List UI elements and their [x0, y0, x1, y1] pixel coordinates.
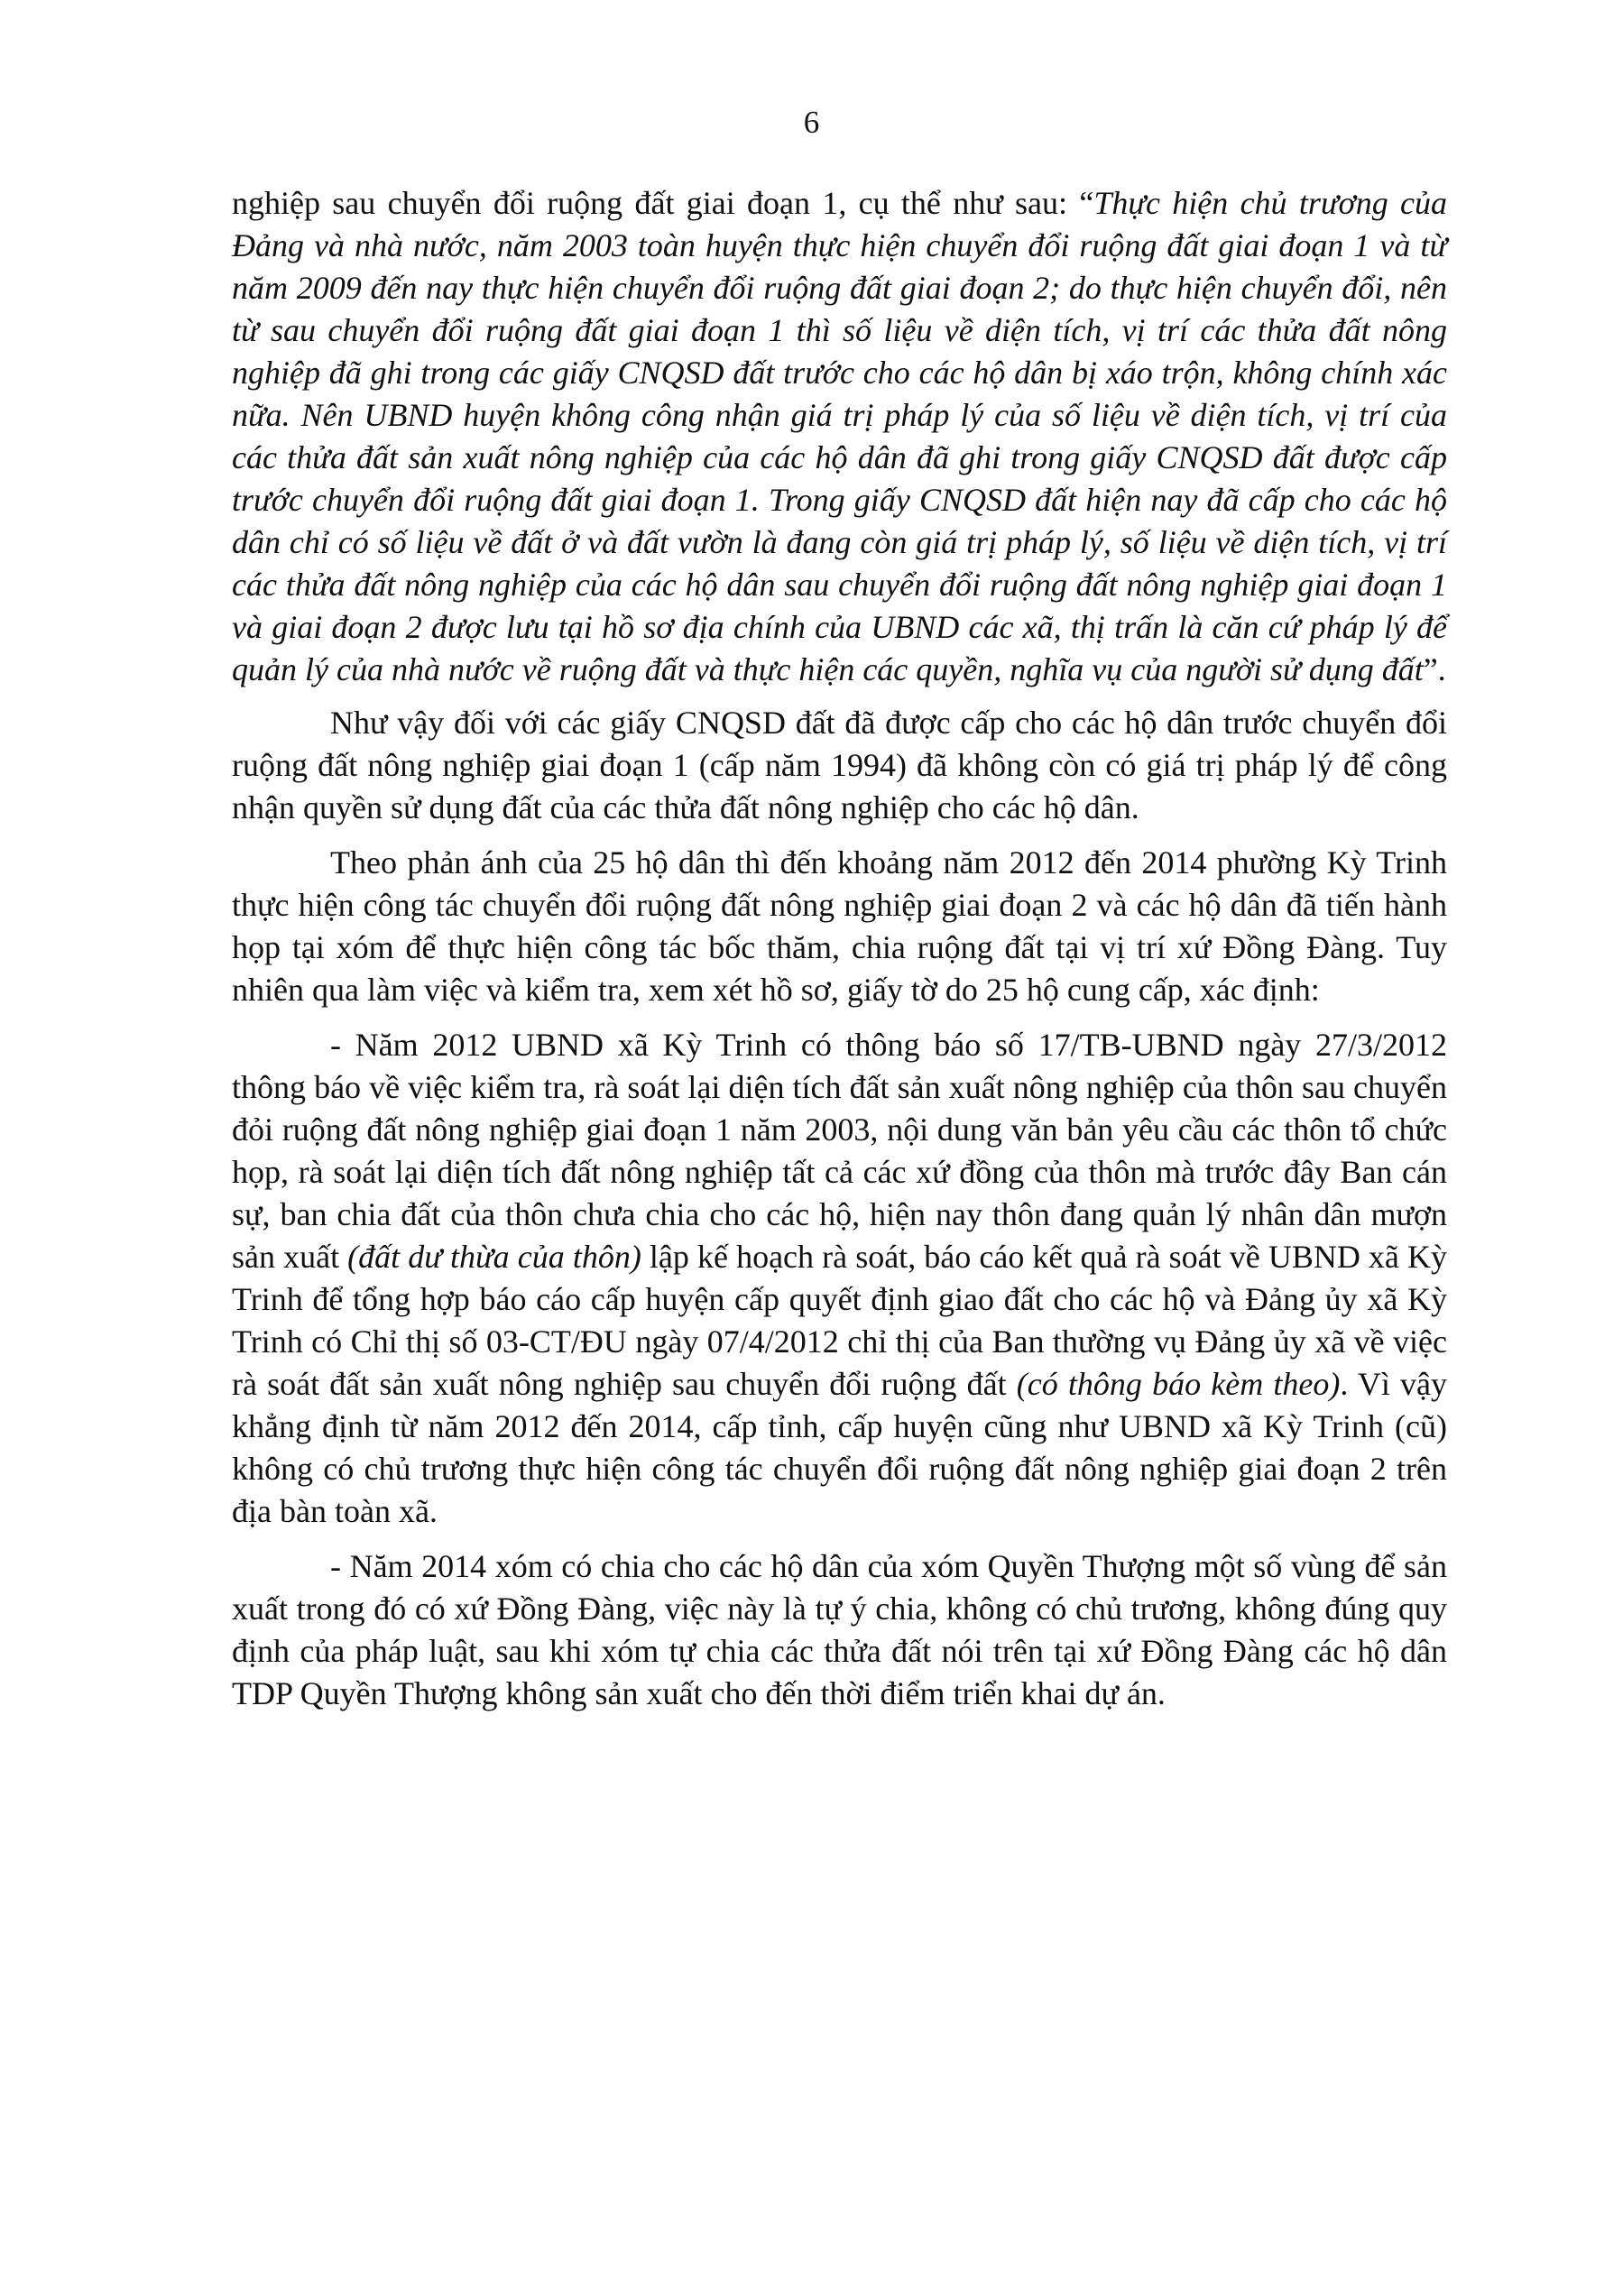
page-number: 6: [803, 105, 820, 140]
paragraph-item-2012-italic1: (đất dư thừa của thôn): [347, 1239, 641, 1275]
paragraph-quote-tail: ”.: [1423, 651, 1446, 687]
paragraph-report: Theo phản ánh của 25 hộ dân thì đến khoảng năm 2012 đến 2014 phường Kỳ Trinh thực hiện công tác chuyển đổi ruộng đất nông nghiệp giai đoạn 2 và các hộ dân đã tiến hành họp tại xóm để thực hiện công tác bốc thăm, chia ruộng đất tại vị trí xứ Đồng Đàng. Tuy nhiên qua làm việc và kiểm tra, xem xét hồ sơ, giấy tờ do 25 hộ cung cấp, xác định:: [232, 844, 1447, 1008]
paragraph-item-2012: [232, 1024, 1447, 1533]
paragraph-quote: [232, 182, 1447, 691]
paragraph-quote-italic: Thực hiện chủ trương của Đảng và nhà nước, năm 2003 toàn huyện thực hiện chuyển đổi ruộng đất giai đoạn 1 và từ năm 2009 đến nay thực hiện chuyển đổi ruộng đất giai đoạn 2; do thực hiện chuyển đổi, nên từ sau chuyển đổi ruộng đất giai đoạn 1 thì số liệu về diện tích, vị trí các thửa đất nông nghiệp đã ghi trong các giấy CNQSD đất trước cho các hộ dân bị xáo trộn, không chính xác nữa. Nên UBND huyện không công nhận giá trị pháp lý của số liệu về diện tích, vị trí của các thửa đất sản xuất nông nghiệp của các hộ dân đã ghi trong giấy CNQSD đất được cấp trước chuyển đổi ruộng đất giai đoạn 1. Trong giấy CNQSD đất hiện nay đã cấp cho các hộ dân chỉ có số liệu về đất ở và đất vườn là đang còn giá trị pháp lý, số liệu về diện tích, vị trí các thửa đất nông nghiệp của các hộ dân sau chuyển đổi ruộng đất nông nghiệp giai đoạn 1 và giai đoạn 2 được lưu tại hồ sơ địa chính của UBND các xã, thị trấn là căn cứ pháp lý để quản lý của nhà nước về ruộng đất và thực hiện các quyền, nghĩa vụ của người sử dụng đất: [232, 185, 1447, 687]
paragraph-item-2012-italic2: (có thông báo kèm theo): [1016, 1366, 1341, 1402]
paragraph-item-2012-part3: . Vì vậy khẳng định từ năm 2012 đến 2014, cấp tỉnh, cấp huyện cũng như UBND xã Kỳ Trinh (cũ) không có chủ trương thực hiện công tác chuyển đổi ruộng đất nông nghiệp giai đoạn 2 trên địa bàn toàn xã.: [232, 1366, 1447, 1529]
document-body: [232, 182, 1447, 1728]
paragraph-item-2012-part2: lập kế hoạch rà soát, báo cáo kết quả rà soát về UBND xã Kỳ Trinh để tổng hợp báo cáo cấp huyện cấp quyết định giao đất cho các hộ và Đảng ủy xã Kỳ Trinh có Chỉ thị số 03-CT/ĐU ngày 07/4/2012 chỉ thị của Ban thường vụ Đảng ủy xã về việc rà soát đất sản xuất nông nghiệp sau chuyển đổi ruộng đất: [232, 1239, 1448, 1402]
paragraph-conclusion: Như vậy đối với các giấy CNQSD đất đã được cấp cho các hộ dân trước chuyển đổi ruộng đất nông nghiệp giai đoạn 1 (cấp năm 1994) đã không còn có giá trị pháp lý để công nhận quyền sử dụng đất của các thửa đất nông nghiệp cho các hộ dân.: [232, 705, 1447, 825]
paragraph-item-2014: - Năm 2014 xóm có chia cho các hộ dân của xóm Quyền Thượng một số vùng để sản xuất trong đó có xứ Đồng Đàng, việc này là tự ý chia, không có chủ trương, không đúng quy định của pháp luật, sau khi xóm tự chia các thửa đất nói trên tại xứ Đồng Đàng các hộ dân TDP Quyền Thượng không sản xuất cho đến thời điểm triển khai dự án.: [232, 1548, 1447, 1711]
paragraph-item-2012-part1: - Năm 2012 UBND xã Kỳ Trinh có thông báo số 17/TB-UBND ngày 27/3/2012 thông báo về việc kiểm tra, rà soát lại diện tích đất sản xuất nông nghiệp của thôn sau chuyển đỏi ruộng đất nông nghiệp giai đoạn 1 năm 2003, nội dung văn bản yêu cầu các thôn tổ chức họp, rà soát lại diện tích đất nông nghiệp tất cả các xứ đồng của thôn mà trước đây Ban cán sự, ban chia đất của thôn chưa chia cho các hộ, hiện nay thôn đang quản lý nhân dân mượn sản xuất: [232, 1027, 1447, 1275]
paragraph-quote-lead: nghiệp sau chuyển đổi ruộng đất giai đoạn 1, cụ thể như sau: “: [232, 185, 1094, 221]
